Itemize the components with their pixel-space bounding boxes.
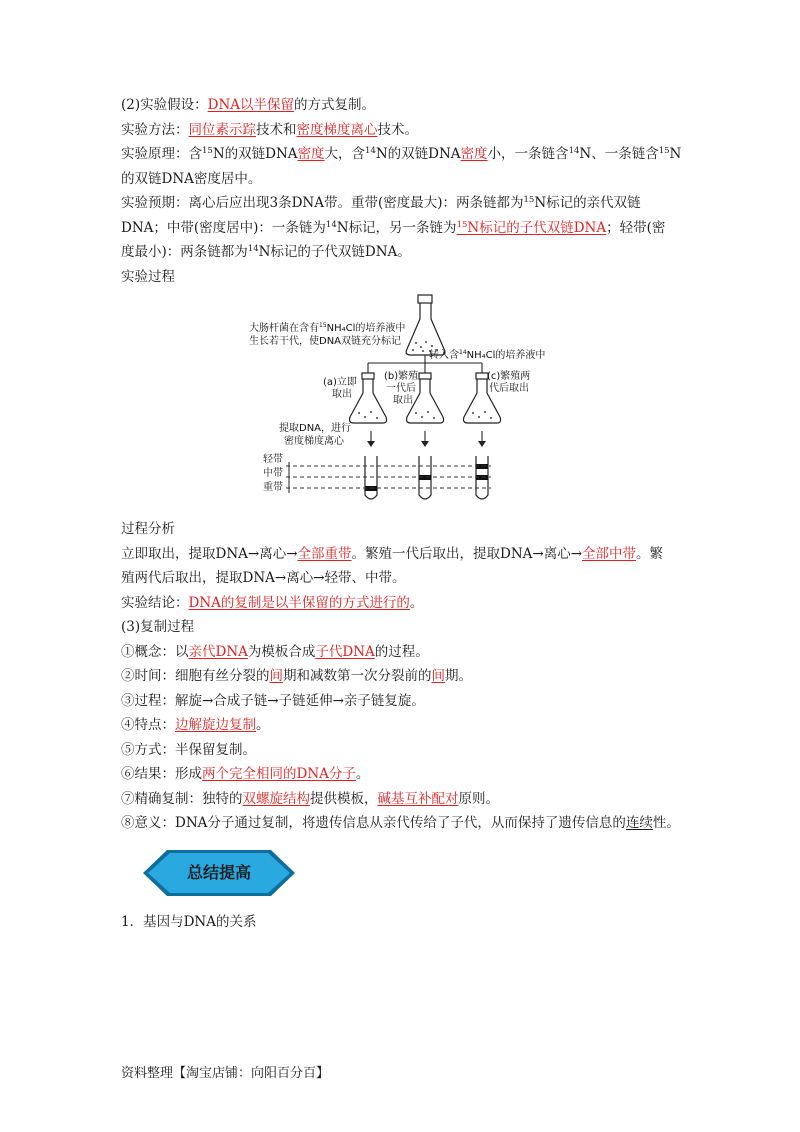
flask-caption-2: 生长若干代，使DNA双链充分标记 [249,336,402,347]
text: N的双链DNA [375,146,461,162]
answer-blank [457,220,607,236]
answer-blank: 同位素示踪 [188,121,256,138]
answer-blank: 密度 [297,146,325,162]
badge-label: 总结提高 [186,862,251,882]
answer-blank: 密度梯度离心 [296,121,378,138]
text: 度最小)：两条链都为 [121,244,248,260]
answer-blank: DNA以半保留 [207,97,295,113]
item-precision [121,787,681,812]
superscript: 15 [202,146,213,156]
superscript: 15 [658,146,670,156]
superscript: 14 [247,244,259,254]
answer-blank: 两个完全相同的DNA分子 [202,766,356,782]
item-result [121,762,681,787]
text: 原则。 [458,790,499,807]
label-c-1: (c)繁殖两 [487,371,531,382]
text: 。 [409,594,424,611]
text: 的过程。 [374,643,429,660]
answer-blank: 边解旋边复制 [175,717,256,733]
text: 技术和 [256,121,297,138]
principle-line [121,142,681,167]
hypothesis-line [121,93,681,118]
conclusion-line [121,591,681,616]
answer-blank: 密度 [460,146,488,162]
label-b-2: 一代后 [386,383,416,394]
text: ⑥结果：形成 [121,766,202,782]
label: (2)实验假设： [121,97,208,113]
text: ①概念：以 [121,643,189,660]
band-label-middle: 中带 [263,468,283,479]
text: N标记，另一条链为 [336,219,457,236]
item-significance [121,811,681,836]
label: 实验方法： [121,121,189,138]
answer-blank: 碱基互补配对 [377,790,459,807]
footer-credit: 资料整理【淘宝店铺：向阳百分百】 [121,1066,330,1081]
text: N [669,146,682,162]
analysis-line-1 [121,542,681,567]
superscript: 14 [568,146,580,156]
text: 的双链DNA密度居中。 [121,170,262,187]
process-title: 实验过程 [121,268,175,285]
text: 实验预期：离心后应出现3条DNA带。重带(密度最大)：两条链都为 [121,195,524,211]
analysis-line-2: 殖两代后取出，提取DNA→离心→轻带、中带。 [121,570,406,586]
text: 提供模板， [310,790,378,807]
label-b-1: (b)繁殖 [384,371,419,382]
label-a-1: (a)立即 [323,377,357,388]
item-time [121,664,681,689]
experiment-figure [121,293,681,511]
item-feature [121,713,681,738]
text: DNA；中带(密度居中)：一条链为 [121,219,326,236]
text: N标记的子代双链DNA。 [258,244,411,260]
prediction-line-1 [121,191,681,216]
text: 小，一条链含 [487,146,569,162]
answer-blank: 全部中带 [582,545,637,562]
item-concept [121,640,681,665]
extract-caption-2: 密度梯度离心 [284,436,344,447]
text: 实验原理：含 [121,146,202,162]
text: 为模板合成 [247,643,316,660]
answer-blank: 子代DNA [315,643,375,660]
method-line [121,118,681,143]
answer-blank: 全部重带 [297,545,352,562]
analysis-title: 过程分析 [121,521,175,537]
text: 的方式复制。 [294,97,376,113]
transfer-caption: 转入含$^{14}$NH₄Cl的培养液中 [429,349,546,361]
label-b-3: 取出 [393,395,413,406]
text: 大，含 [324,146,366,162]
principle-line-2 [121,167,681,192]
answer-text: N标记的子代双链DNA [467,219,607,236]
text: 立即取出，提取DNA→离心→ [121,545,298,562]
answer-blank: 间 [431,668,445,684]
item-mode: ⑤方式：半保留复制。 [121,741,256,758]
answer-blank: 间 [269,668,283,684]
replication-title: (3)复制过程 [121,619,195,635]
text: 。繁殖一代后取出，提取DNA→离心→ [351,545,583,562]
three-flasks-icon [350,373,501,423]
label: 实验结论： [121,594,189,611]
answer-blank: DNA的复制是以半保留的方式进行的 [188,594,410,611]
label-c-2: 代后取出 [489,383,529,394]
superscript: 15 [456,219,468,230]
flask-caption-1: 大肠杆菌在含有$^{15}$NH₄Cl的培养液中 [249,322,406,334]
text: 。繁 [636,545,664,562]
prediction-line-3 [121,240,681,265]
band-label-heavy: 重带 [263,482,283,493]
text: N、一条链含 [579,146,659,162]
parent-flask-icon [406,295,445,355]
superscript: 15 [523,195,535,205]
text: 性。 [652,815,680,831]
answer-blank: 亲代DNA [188,643,248,660]
superscript: 14 [365,146,376,156]
flask-bacteria-dots-2 [358,411,492,419]
text: 期。 [445,668,472,684]
summary-badge [121,848,681,910]
document-body [121,93,681,934]
text: ⑧意义：DNA分子通过复制，将遗传信息从亲代传给了子代，从而保持了遗传信息的 [121,815,626,831]
text: N标记的亲代双链 [534,195,641,211]
text: 。 [256,717,270,733]
band-label-light: 轻带 [263,454,283,465]
band-guide-lines [286,466,491,488]
text: ④特点： [121,717,175,733]
text: ；轻带(密 [606,219,666,236]
text: N的双链DNA [212,146,298,162]
extract-caption-1: 提取DNA，进行 [279,423,352,434]
dna-bands [365,464,488,491]
text: 期和减数第一次分裂前的 [283,668,432,684]
section-heading: 1．基因与DNA的关系 [121,913,257,930]
answer-blank: 双螺旋结构 [242,790,310,807]
prediction-line-2 [121,216,681,241]
text: 技术。 [377,121,418,138]
text: ②时间：细胞有丝分裂的 [121,668,270,684]
text: ⑦精确复制：独特的 [121,790,243,807]
label-a-2: 取出 [332,389,352,400]
underlined-text: 连续 [625,815,653,831]
superscript: 14 [325,219,337,230]
item-process: ③过程：解旋→合成子链→子链延伸→亲子链复旋。 [121,692,425,709]
text: 。 [355,766,370,782]
